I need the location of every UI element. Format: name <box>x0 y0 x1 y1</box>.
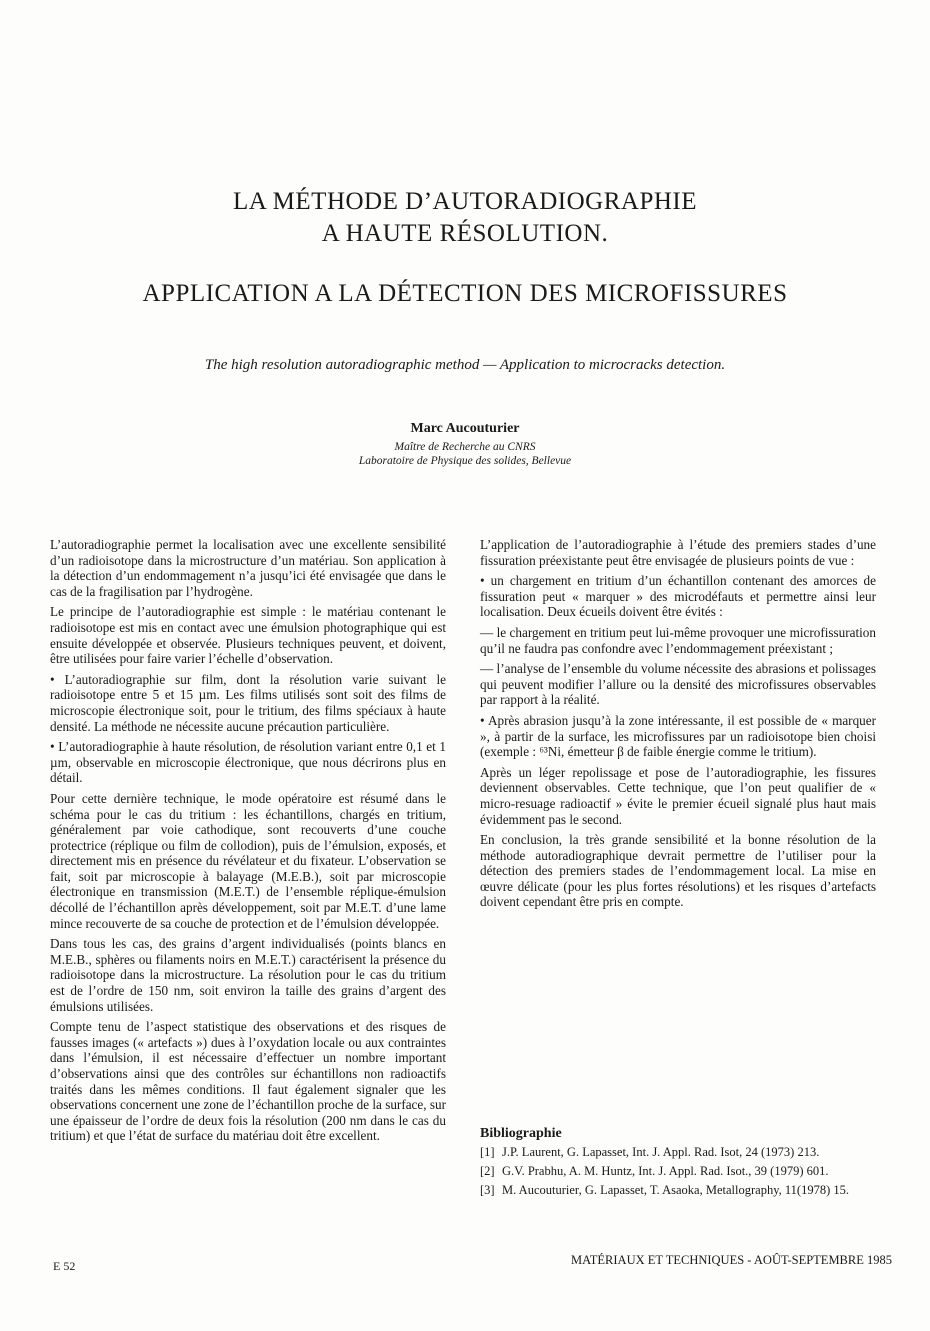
author-affiliation-2: Laboratoire de Physique des solides, Bellevue <box>358 455 572 467</box>
bibliography-heading: Bibliographie <box>480 1126 562 1141</box>
right-column <box>480 537 876 915</box>
title-line-1: LA MÉTHODE D’AUTORADIOGRAPHIE <box>232 188 697 215</box>
bibliography-text: G.V. Prabhu, A. M. Huntz, Int. J. Appl. Rad. Isot., 39 (1979) 601. <box>502 1164 829 1178</box>
title-line-2: A HAUTE RÉSOLUTION. <box>321 220 609 247</box>
paragraph: • Après abrasion jusqu’à la zone intéressante, il est possible de « marquer », à partir de la surface, les microfissures par un radioisotope bien choisi (exemple : ⁶³Ni, émetteur β de faible énergie comme le tritium). <box>480 712 876 760</box>
paragraph: Pour cette dernière technique, le mode opératoire est résumé dans le schéma pour le cas du tritium : les échantillons, chargés en tritium, généralement par voie cathodique, sont recouverts d’une couche protectrice (réplique ou film de collodion), puis de l’émulsion, exposés, et directement mis en présence du révélateur et du fixateur. L’observation se fait, soit par microscopie à balayage (M.E.B.), soit par microscopie électronique en transmission (M.E.T.) de l’ensemble réplique-émulsion décollé de l’échantillon après développement, soit par M.E.T. d’une lame mince recouverte de sa couche de protection et de l’émulsion développée. <box>50 790 446 931</box>
paragraph: En conclusion, la très grande sensibilité et la bonne résolution de la méthode autoradiographique devrait permettre de l’utiliser pour la détection des premiers stades de l’endommagement local. La mise en œuvre délicate (pour les plus fortes résolutions) et les risques d’artefacts doivent cependant être pris en compte. <box>480 832 876 910</box>
paragraph: Dans tous les cas, des grains d’argent individualisés (points blancs en M.E.B., sphères ou filaments noirs en M.E.T.) caractérisent la présence du radioisotope dans la microstructure. La résolution pour le cas du tritium est de l’ordre de 150 nm, soit environ la taille des grains d’argent des émulsions utilisées. <box>50 936 446 1014</box>
paragraph: • un chargement en tritium d’un échantillon contenant des amorces de fissuration peut « marquer » des microdéfauts et permettre ainsi leur localisation. Deux écueils doivent être évités : <box>480 573 876 620</box>
author-affiliation-1: Maître de Recherche au CNRS <box>394 441 536 453</box>
paragraph: Après un léger repolissage et pose de l’autoradiographie, les fissures deviennent observables. Cette technique, que l’on peut qualifier de « micro-resuage radioactif » évite le premier écueil signalé plus haut mais évidemment pas le second. <box>480 764 876 827</box>
paragraph: — l’analyse de l’ensemble du volume nécessite des abrasions et polissages qui peuvent modifier l’allure ou la densité des microfissures observables par rapport à la réalité. <box>480 661 876 708</box>
journal-footer: MATÉRIAUX ET TECHNIQUES - AOÛT-SEPTEMBRE 1985 <box>571 1253 892 1267</box>
paragraph: • L’autoradiographie à haute résolution, de résolution variant entre 0,1 et 1 µm, observable en microscopie électronique, que nous décrirons plus en détail. <box>50 739 446 786</box>
left-column <box>50 537 446 1149</box>
paragraph: Compte tenu de l’aspect statistique des observations et des risques de fausses images (« artefacts ») dues à l’oxydation locale ou aux contraintes dans l’émulsion, il est nécessaire d’effectuer un nombre important d’observations ainsi que des contrôles sur échantillons non radioactifs traités dans les mêmes conditions. Il faut également signaler que les observations concernent une zone de l’échantillon proche de la surface, sur une épaisseur de l’ordre de deux fois la résolution (200 nm dans le cas du tritium) et que l’état de surface du matériau doit être excellent. <box>50 1019 446 1144</box>
page-number: E 52 <box>53 1259 76 1273</box>
bibliography-item <box>480 1164 892 1179</box>
bibliography-item <box>480 1145 892 1160</box>
paragraph: L’autoradiographie permet la localisation avec une excellente sensibilité d’un radioisotope dans la microstructure d’un matériau. Son application à la détection d’un endommagement n’a jusqu’ici été envisagée que dans le cas de la fragilisation par l’hydrogène. <box>50 537 446 599</box>
bibliography-text: M. Aucouturier, G. Lapasset, T. Asaoka, Metallography, 11(1978) 15. <box>502 1183 849 1197</box>
title-block <box>0 186 930 250</box>
paragraph: • L’autoradiographie sur film, dont la résolution varie suivant le radioisotope entre 5 et 15 µm. Les films utilisés sont soit des films de microscopie électronique soit, pour le tritium, des films spéciaux à haute densité. La méthode ne nécessite aucune précaution particulière. <box>50 671 446 734</box>
bibliography-number: [1] <box>480 1145 495 1159</box>
bibliography-item <box>480 1183 892 1198</box>
paragraph: — le chargement en tritium peut lui-même provoquer une microfissuration qu’il ne faudra pas confondre avec l’endommagement préexistant ; <box>480 624 876 656</box>
bibliography-number: [2] <box>480 1164 495 1178</box>
author-name: Marc Aucouturier <box>410 421 520 436</box>
bibliography <box>480 1126 892 1202</box>
english-subtitle: The high resolution autoradiographic method — Application to microcracks detection. <box>204 357 726 373</box>
bibliography-text: J.P. Laurent, G. Lapasset, Int. J. Appl. Rad. Isot, 24 (1973) 213. <box>502 1145 820 1159</box>
title-line-3: APPLICATION A LA DÉTECTION DES MICROFISSURES <box>142 280 788 307</box>
paragraph: L’application de l’autoradiographie à l’étude des premiers stades d’une fissuration préexistante peut être envisagée de plusieurs points de vue : <box>480 537 876 568</box>
bibliography-number: [3] <box>480 1183 495 1197</box>
paragraph: Le principe de l’autoradiographie est simple : le matériau contenant le radioisotope est mis en contact avec une émulsion photographique qui est ensuite développée et observée. Plusieurs techniques peuvent, et doivent, être utilisées pour faire varier l’échelle d’observation. <box>50 604 446 667</box>
